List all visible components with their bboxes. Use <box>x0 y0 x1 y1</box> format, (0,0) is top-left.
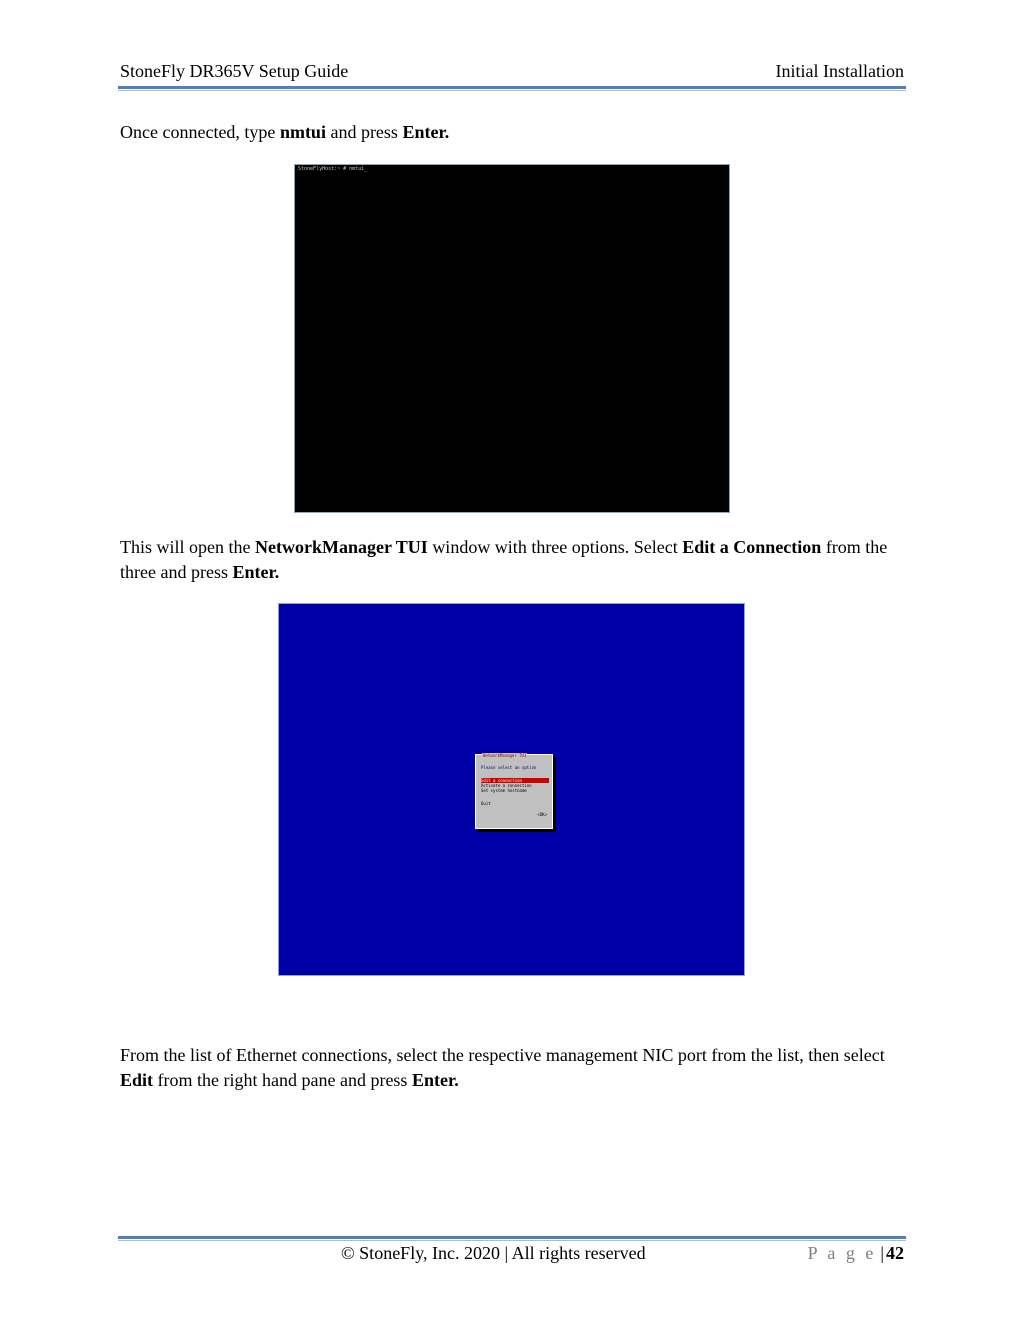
footer-rule-thin <box>118 1240 906 1241</box>
nmtui-dialog-prompt: Please select an option <box>481 765 537 770</box>
key-enter: Enter. <box>411 1070 459 1090</box>
page-label: P a g e <box>807 1243 877 1263</box>
page-separator: | <box>880 1243 884 1263</box>
page-number: 42 <box>886 1243 904 1263</box>
ok-button: <OK> <box>537 812 547 817</box>
key-enter: Enter. <box>402 122 450 142</box>
edit-connection-label: Edit a Connection <box>682 537 822 557</box>
networkmanager-tui-label: NetworkManager TUI <box>254 537 428 557</box>
nmtui-dialog <box>475 754 553 829</box>
header-rule-thin <box>118 90 906 91</box>
nmtui-screenshot <box>278 603 745 976</box>
instruction-paragraph-1: Once connected, type nmtui and press Enter. <box>120 122 450 142</box>
page-header <box>120 61 904 83</box>
command-nmtui: nmtui <box>279 122 326 142</box>
nmtui-dialog-title: NetworkManager TUI <box>483 753 527 758</box>
terminal-screenshot <box>294 164 730 513</box>
footer-rule <box>118 1236 906 1239</box>
header-section-title: Initial Installation <box>775 61 904 81</box>
instruction-paragraph-2: This will open the NetworkManager TUI window with three options. Select Edit a Connection from the three and press Enter. <box>120 537 888 582</box>
menu-item-quit: Quit <box>481 801 491 806</box>
header-document-title: StoneFly DR365V Setup Guide <box>120 61 349 81</box>
menu-item-edit-connection: Edit a connection <box>481 778 549 783</box>
nmtui-menu <box>481 778 549 793</box>
footer-copyright: © StoneFly, Inc. 2020 | All rights reserved <box>341 1243 646 1263</box>
edit-label: Edit <box>120 1070 154 1090</box>
terminal-prompt: StoneFlyHost:~ # nmtui_ <box>298 166 368 172</box>
menu-item-set-hostname: Set system hostname <box>481 788 527 793</box>
header-rule <box>118 86 906 89</box>
menu-item-activate-connection: Activate a connection <box>481 783 532 788</box>
footer-page-number-block <box>808 1243 904 1264</box>
instruction-paragraph-3: From the list of Ethernet connections, select the respective management NIC port from the list, then select Edit from the right hand pane and press Enter. <box>120 1045 885 1090</box>
page-footer <box>120 1243 906 1267</box>
key-enter: Enter. <box>232 562 280 582</box>
